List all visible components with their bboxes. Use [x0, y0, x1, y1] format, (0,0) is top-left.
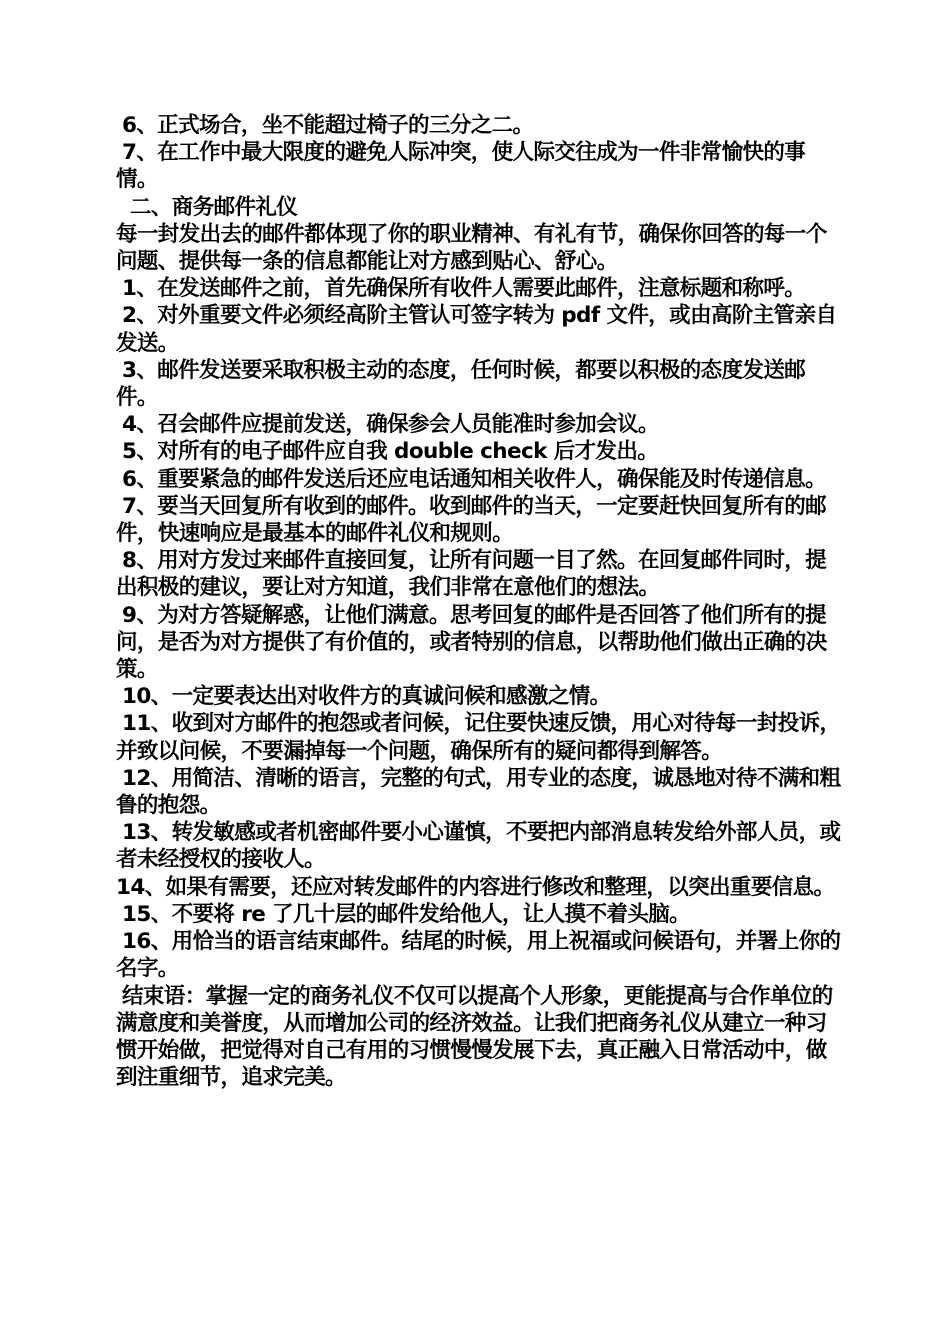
email-item-2: 2、对外重要文件必须经高阶主管认可签字转为 pdf 文件，或由高阶主管亲自发送。: [116, 303, 837, 356]
email-item-14: 14、如果有需要，还应对转发邮件的内容进行修改和整理，以突出重要信息。: [116, 874, 835, 900]
etiquette-item-7: 7、在工作中最大限度的避免人际冲突，使人际交往成为一件非常愉快的事情。: [116, 140, 806, 193]
email-item-4: 4、召会邮件应提前发送，确保参会人员能准时参加会议。: [122, 412, 659, 438]
email-item-15: 15、不要将 re 了几十层的邮件发给他人，让人摸不着头脑。: [122, 901, 691, 927]
email-item-5: 5、对所有的电子邮件应自我 double check 后才发出。: [122, 439, 659, 465]
section-heading-email-etiquette: 二、商务邮件礼仪: [130, 194, 298, 220]
conclusion-paragraph: 结束语：掌握一定的商务礼仪不仅可以提高个人形象，更能提高与合作单位的满意度和美誉度，从而增加公司的经济效益。让我们把商务礼仪从建立一种习惯开始做，把觉得对自己有用的习惯慢慢发展下去，真正融入日常活动中，做到注重细节，追求完美。: [116, 983, 833, 1091]
email-item-16: 16、用恰当的语言结束邮件。结尾的时候，用上祝福或问候语句，并署上你的名字。: [116, 929, 841, 982]
email-item-6: 6、重要紧急的邮件发送后还应电话通知相关收件人，确保能及时传递信息。: [122, 466, 827, 492]
email-item-11: 11、收到对方邮件的抱怨或者问候，记住要快速反馈，用心对待每一封投诉，并致以问候，不要漏掉每一个问题，确保所有的疑问都得到解答。: [116, 711, 841, 764]
email-item-1: 1、在发送邮件之前，首先确保所有收件人需要此邮件，注意标题和称呼。: [122, 276, 806, 302]
document-body: [116, 112, 846, 1091]
email-item-3: 3、邮件发送要采取积极主动的态度，任何时候，都要以积极的态度发送邮件。: [116, 357, 806, 411]
email-item-12: 12、用简洁、清晰的语言，完整的句式，用专业的态度，诚恳地对待不满和粗鲁的抱怨。: [116, 765, 841, 819]
email-item-7: 7、要当天回复所有收到的邮件。收到邮件的当天，一定要赶快回复所有的邮件，快速响应是最基本的邮件礼仪和规则。: [116, 493, 827, 547]
email-item-9: 9、为对方答疑解惑，让他们满意。思考回复的邮件是否回答了他们所有的提问，是否为对方提供了有价值的，或者特别的信息，以帮助他们做出正确的决策。: [116, 602, 827, 683]
section-intro: 每一封发出去的邮件都体现了你的职业精神、有礼有节，确保你回答的每一个问题、提供每一条的信息都能让对方感到贴心、舒心。: [116, 221, 827, 275]
email-item-8: 8、用对方发过来邮件直接回复，让所有问题一目了然。在回复邮件同时，提出积极的建议，要让对方知道，我们非常在意他们的想法。: [116, 548, 827, 601]
email-item-10: 10、一定要表达出对收件方的真诚问候和感激之情。: [122, 684, 611, 710]
email-item-13: 13、转发敏感或者机密邮件要小心谨慎，不要把内部消息转发给外部人员，或者未经授权的接收人。: [116, 820, 841, 873]
etiquette-item-6: 6、正式场合，坐不能超过椅子的三分之二。: [122, 113, 534, 138]
